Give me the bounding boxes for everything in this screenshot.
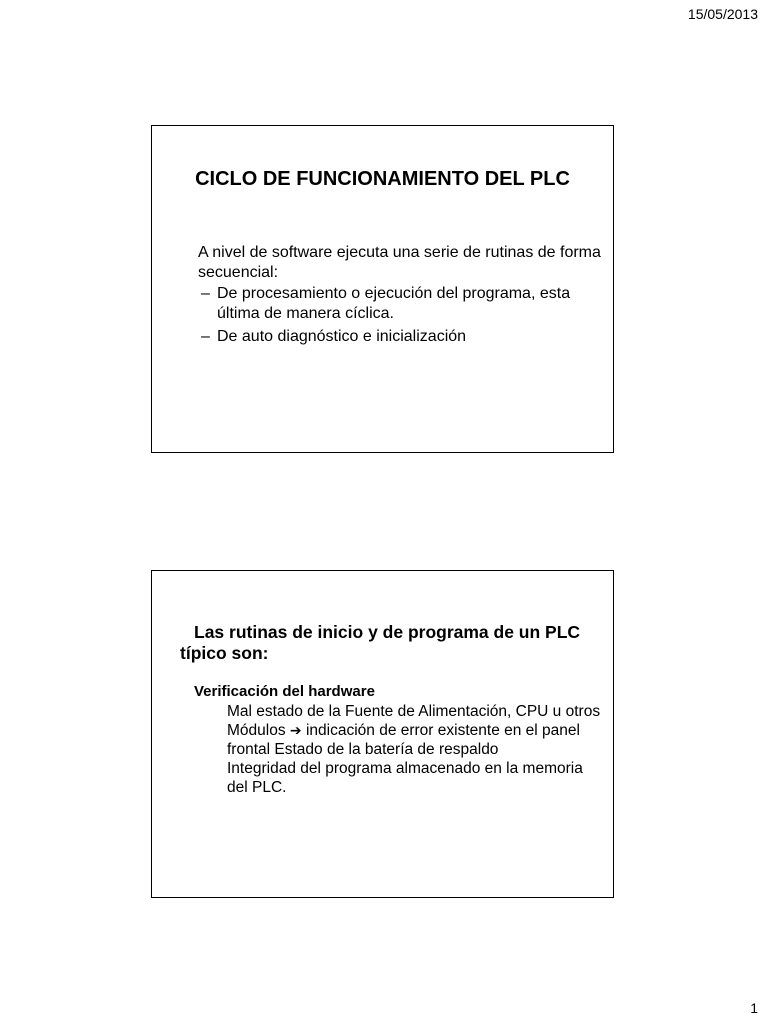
slide-1-intro: A nivel de software ejecuta una serie de rutinas de forma secuencial: [198, 244, 601, 281]
page-date: 15/05/2013 [687, 6, 758, 22]
slide-1-bullet: – De procesamiento o ejecución del programa, esta última de manera cíclica. [201, 285, 571, 322]
slide-1-title: CICLO DE FUNCIONAMIENTO DEL PLC [195, 168, 570, 190]
slide-2-title: Las rutinas de inicio y de programa de un PLC típico son: [180, 622, 581, 663]
right-arrow-icon: ➔ [289, 722, 302, 738]
slide-1 [151, 125, 614, 453]
slide-2-items [227, 702, 607, 797]
slide-1-bullet-list [198, 284, 608, 347]
slide-2-subheading: Verificación del hardware [194, 683, 375, 700]
slide-1-bullet: – De auto diagnóstico e inicialización [201, 328, 467, 345]
dash-icon: – [201, 328, 210, 345]
slide-1-body [198, 243, 608, 350]
slide-2 [151, 570, 614, 898]
slide-2-item-program-integrity: Integridad del programa almacenado en la memoria del PLC. [227, 760, 583, 796]
dash-icon: – [201, 285, 210, 302]
page-number: 1 [750, 1000, 758, 1016]
slide-2-item-hardware-status: Mal estado de la Fuente de Alimentación, CPU u otros Módulos ➔ indicación de error existente en el panel frontal Estado de la batería de respaldo [227, 703, 601, 758]
